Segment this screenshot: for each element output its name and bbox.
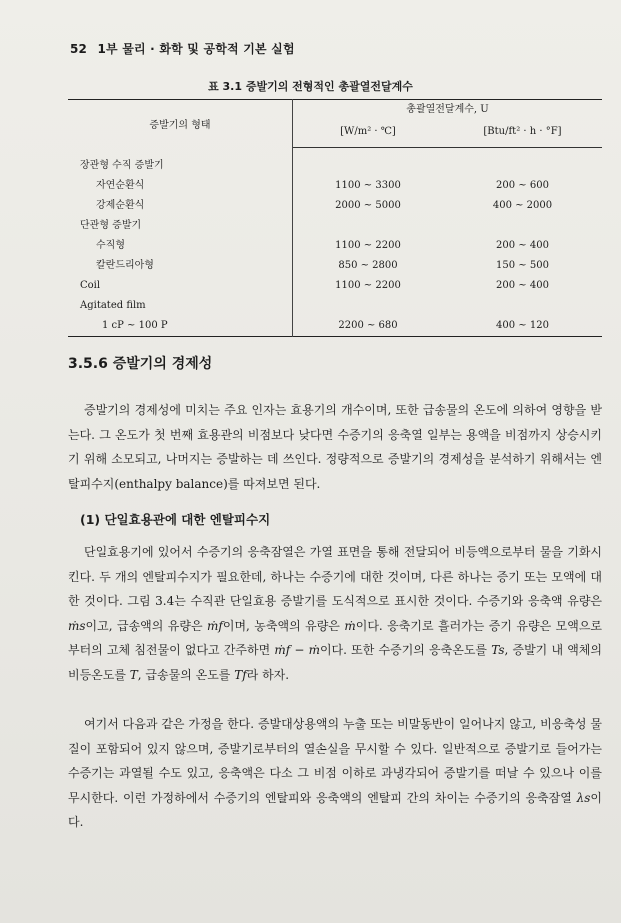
- row-label: 수직형: [68, 236, 293, 256]
- row-label: 자연순환식: [68, 176, 293, 196]
- row-label: 1 cP ~ 100 P: [68, 316, 293, 337]
- table-row: [68, 176, 602, 196]
- row-value-english: 200 ~ 400: [496, 240, 549, 251]
- row-value-english: [443, 296, 602, 316]
- symbol-tf: Tf: [234, 667, 247, 682]
- symbol-t: T: [129, 667, 138, 682]
- table-row: [68, 296, 602, 316]
- heat-transfer-table: [68, 99, 602, 337]
- symbol-lambda-s: λs: [576, 790, 591, 805]
- row-label: 칼란드리아형: [68, 256, 293, 276]
- header-coefficient: 총괄열전달계수, U: [406, 104, 489, 115]
- section-title: 증발기의 경제성: [112, 356, 213, 372]
- paragraph-assumptions: [68, 712, 602, 835]
- text-run: 여기서 다음과 같은 가정을 한다. 증발대상용액의 누출 또는 비말동반이 일어나지 않고, 비응축성 물질이 포함되어 있지 않으며, 증발기로부터의 열손실을 무시할 수 있다. 일반적으로 증발기로 들어가는 수증기는 과열될 수도 있고, 응축액은 다소 그 비점 이하로 과냉각되어 증발기를 떠날 수 있으나 이를 무시한다. 이런 가정하에서 수증기의 엔탈피와 응축액의 엔탈피 간의 차이는 수증기의 응축잠열: [68, 717, 602, 805]
- text-run: 라 하자.: [246, 667, 290, 682]
- paragraph-economy: 증발기의 경제성에 미치는 주요 인자는 효용기의 개수이며, 또한 급송물의 온도에 의하여 영향을 받는다. 그 온도가 첫 번째 효용관의 비점보다 낮다면 수증기의 응축열 일부는 용액을 비점까지 상승시키기 위해 소모되고, 나머지는 증발하는 데 쓰인다. 정량적으로 증발기의 경제성을 분석하기 위해서는 엔탈피수지(enthalpy balance)를 따져보면 된다.: [68, 403, 602, 491]
- row-label: 장관형 수직 증발기: [68, 156, 293, 176]
- symbol-mf: ṁf: [207, 618, 223, 633]
- header-evaporator-type: 증발기의 형태: [68, 100, 293, 148]
- table-caption: 표 3.1 증발기의 전형적인 총괄열전달계수: [208, 80, 413, 93]
- text-run: 이다. 또한 수증기의 응축온도를: [319, 643, 492, 657]
- table-row: [68, 276, 602, 296]
- row-value-si: [293, 296, 444, 316]
- table-row: [68, 236, 602, 256]
- text-run: 단일효용기에 있어서 수증기의 응축잠열은 가열 표면을 통해 전달되어 비등액으로부터 물을 기화시킨다. 두 개의 엔탈피수지가 필요한데, 하나는 수증기에 대한 것이며, 다른 하나는 증기 또는 모액에 대한 것이다. 그림 3.4는 수직관 단일효용 증발기를 도식적으로 표시한 것이다. 수증기와 응축액 유량은: [68, 545, 602, 608]
- table-row: [68, 196, 602, 216]
- row-label: 강제순환식: [68, 196, 293, 216]
- symbol-mf-minus-m: ṁf − ṁ: [274, 643, 320, 657]
- symbol-m: ṁ: [344, 618, 356, 633]
- table-row: [68, 256, 602, 276]
- row-value-si: 1100 ~ 2200: [335, 280, 401, 291]
- row-value-si: [293, 156, 444, 176]
- row-value-english: [443, 216, 602, 236]
- symbol-ms: ṁs: [68, 618, 86, 633]
- text-run: , 급송물의 온도를: [137, 667, 235, 682]
- row-value-english: 400 ~ 120: [496, 320, 549, 331]
- row-value-si: 2200 ~ 680: [338, 320, 398, 331]
- row-label: 단관형 증발기: [68, 216, 293, 236]
- table-row: [68, 216, 602, 236]
- row-label: Coil: [68, 276, 293, 296]
- paragraph-enthalpy-balance: [68, 540, 602, 687]
- chapter-title: 1부 물리 · 화학 및 공학적 기본 실험: [97, 42, 295, 56]
- row-label: Agitated film: [68, 296, 293, 316]
- table-header-row: [68, 100, 602, 127]
- row-value-english: [443, 156, 602, 176]
- text-run: , 증발기 내 액체의 비등온도를: [68, 643, 602, 682]
- row-value-english: 200 ~ 600: [496, 180, 549, 191]
- text-run: 이며, 농축액의 유량은: [222, 618, 345, 633]
- symbol-ts: Ts: [491, 643, 505, 657]
- running-header: [70, 40, 295, 57]
- text-run: 이다.: [68, 790, 602, 829]
- text-run: 이다. 응축기로 흘러가는 증기 유량은 모액으로부터의 고체 침전물이 없다고 간주하면: [68, 618, 603, 657]
- row-value-si: 1100 ~ 2200: [335, 240, 401, 251]
- table-row: [68, 316, 602, 337]
- section-number: 3.5.6: [68, 356, 108, 372]
- subsection-heading: (1) 단일효용관에 대한 엔탈피수지: [80, 512, 271, 527]
- table-body: [68, 156, 602, 337]
- row-value-si: 2000 ~ 5000: [335, 200, 401, 211]
- unit-english: [Btu/ft² · h · °F]: [443, 126, 602, 148]
- row-value-si: [293, 216, 444, 236]
- section-heading: [68, 353, 212, 373]
- row-value-si: 1100 ~ 3300: [335, 180, 401, 191]
- text-run: 이고, 급송액의 유량은: [85, 618, 208, 633]
- row-value-english: 400 ~ 2000: [492, 200, 553, 211]
- table-row: [68, 156, 602, 176]
- unit-si: [W/m² · ℃]: [293, 126, 444, 148]
- row-value-english: 150 ~ 500: [496, 260, 549, 271]
- row-value-english: 200 ~ 400: [496, 280, 549, 291]
- page-number: 52: [70, 42, 88, 56]
- row-value-si: 850 ~ 2800: [338, 260, 398, 271]
